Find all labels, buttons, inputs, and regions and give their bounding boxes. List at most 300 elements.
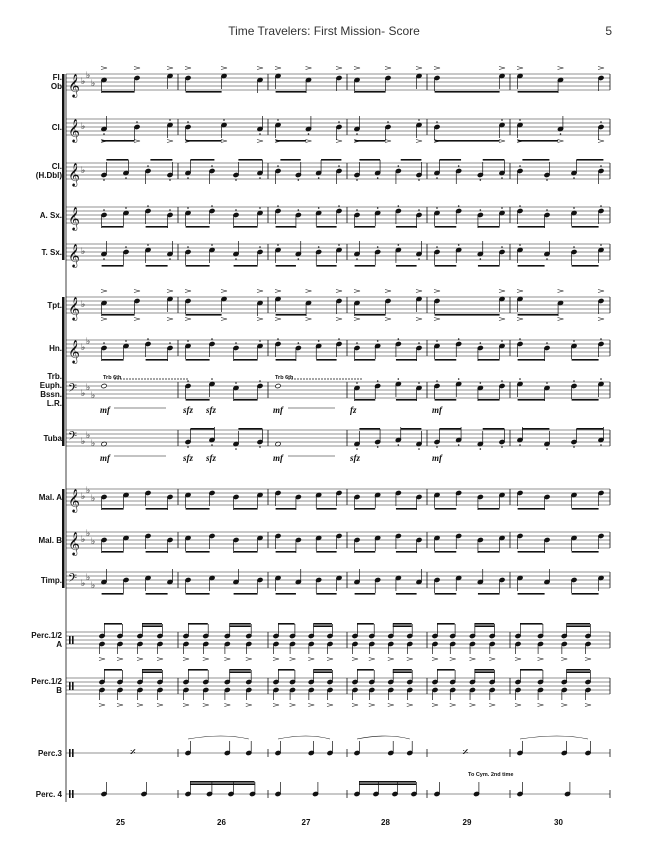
accent-mark [416,318,422,321]
instrument-label: Mal. B [38,535,62,545]
instrument-label: Trb. Euph. Bssn. L.R. [39,372,62,408]
staccato-dot [480,448,482,450]
accent-mark [275,290,281,293]
beam [276,359,296,361]
accent-mark [167,140,173,143]
instrument-label: Perc. 4 [35,789,62,799]
staccato-dot [418,119,420,121]
staccato-dot [318,246,320,248]
staccato-dot [398,165,400,167]
accent-mark [221,318,227,321]
beam [572,593,599,595]
treble-clef: 𝄞 [68,73,80,97]
staccato-dot [519,444,521,446]
beam [234,265,258,267]
accent-mark [416,67,422,70]
dynamic-mf-trb-1: mf [100,405,110,415]
instrument-label: Tpt. [47,300,62,310]
beam [435,140,500,142]
staccato-dot [356,209,358,211]
accent-mark [354,67,360,70]
beam [355,359,376,361]
staccato-dot [501,340,503,342]
staccato-dot [169,342,171,344]
staccato-dot [187,121,189,123]
accent-mark [257,290,263,293]
key-flat: ♭ [81,389,86,399]
staccato-dot [546,258,548,260]
staccato-dot [600,378,602,380]
staccato-dot [103,179,105,181]
accent-mark [101,67,107,70]
staccato-dot [211,205,213,207]
accent-mark [558,140,564,143]
key-flat: ♭ [81,247,86,257]
percussion-clef [69,636,71,644]
bracket-brass [62,297,65,446]
beam [276,140,307,142]
accent-mark [257,67,263,70]
staccato-dot [501,246,503,248]
beam [357,669,374,671]
staccato-dot [458,205,460,207]
beam [355,551,376,553]
measure-number: 25 [116,818,125,827]
beam [276,91,307,93]
beam [518,593,545,595]
beam [396,508,417,510]
trill-annotation-2: Trb 6th [275,375,294,381]
accent-mark [352,704,358,707]
accent-mark [598,318,604,321]
staccato-dot [235,342,237,344]
percussion-clef [69,682,71,690]
staccato-dot [235,179,237,181]
accent-mark [585,658,591,661]
beam [572,399,599,401]
staccato-dot [318,207,320,209]
accent-mark [308,704,314,707]
staccato-dot [187,446,189,448]
staccato-dot [235,209,237,211]
instrument-label: Mal. A [38,492,62,502]
accent-mark [515,658,521,661]
accent-mark [388,658,394,661]
beam [518,265,545,267]
beam [190,781,255,783]
staccato-dot [259,133,261,135]
beam [357,623,374,625]
accent-mark [561,658,567,661]
staccato-dot [147,165,149,167]
staccato-dot [418,342,420,344]
beam [238,159,262,161]
staccato-dot [398,378,400,380]
key-flat: ♭ [81,579,86,589]
beam [396,359,417,361]
beam [186,314,222,316]
staccato-dot [600,121,602,123]
beam [234,399,258,401]
staccato-dot [318,177,320,179]
beam [316,359,336,361]
beam [393,623,412,625]
beam [435,508,457,510]
accent-mark [306,67,312,70]
treble-clef: 𝄞 [68,206,80,230]
beam [278,623,295,625]
accent-mark [185,290,191,293]
beam [355,593,376,595]
beam [393,669,412,671]
beam [576,428,603,430]
beam [234,508,258,510]
beam [393,671,412,673]
beam [478,551,500,553]
staccato-dot [573,177,575,179]
accent-mark [221,67,227,70]
accent-mark [434,318,440,321]
accent-mark [224,658,230,661]
staccato-dot [458,378,460,380]
accent-mark [290,704,296,707]
key-flat: ♭ [81,437,86,447]
accent-mark [134,67,140,70]
staccato-dot [573,246,575,248]
beam [146,593,168,595]
staccato-dot [519,119,521,121]
staccato-dot [501,380,503,382]
accent-mark [290,658,296,661]
beam [316,593,336,595]
bracket-woodwinds [62,74,65,260]
staccato-dot [147,205,149,207]
staccato-dot [298,179,300,181]
dynamic-mf-trb-3: mf [432,405,442,415]
staccato-dot [480,209,482,211]
beam [359,781,416,783]
staccato-dot [169,179,171,181]
accent-mark [336,140,342,143]
beam [435,359,457,361]
beam [188,623,208,625]
key-flat: ♭ [91,79,96,89]
trill-annotation-1: Trb 6th [103,375,122,381]
accent-mark [558,67,564,70]
accent-mark [517,67,523,70]
beam [396,593,417,595]
staccato-dot [211,338,213,340]
staccato-dot [211,444,213,446]
accent-mark [185,318,191,321]
beam [355,265,376,267]
accent-mark [538,704,544,707]
accent-mark [306,290,312,293]
beam [435,265,457,267]
bass-clef: 𝄢 [68,430,78,446]
staccato-dot [211,378,213,380]
accent-mark [257,140,263,143]
beam [150,159,172,161]
staccato-dot [235,258,237,260]
accent-mark [388,704,394,707]
treble-clef: 𝄞 [68,243,80,267]
beam [572,508,599,510]
accent-mark [558,318,564,321]
staccato-dot [501,207,503,209]
instrument-label: A. Sx. [39,210,62,220]
accent-mark [101,318,107,321]
accent-mark [354,318,360,321]
accent-mark [224,704,230,707]
beam [316,226,336,228]
staccato-dot [211,165,213,167]
staccato-dot [147,338,149,340]
accent-mark [327,658,333,661]
percussion-clef [72,682,74,690]
key-flat: ♭ [86,486,91,496]
beam [572,551,599,553]
accent-mark [499,290,505,293]
beam [474,625,494,627]
staccato-dot [501,177,503,179]
staccato-dot [546,382,548,384]
beam [478,593,500,595]
staccato-dot [377,380,379,382]
beam [393,625,412,627]
dynamic-fz-trb: fz [350,405,357,415]
instrument-label: Cl. (H.Dbl) [35,162,62,180]
staccato-dot [125,246,127,248]
staccato-dot [573,446,575,448]
staccato-dot [458,444,460,446]
accent-mark [352,658,358,661]
accent-mark [167,318,173,321]
beam [278,669,295,671]
accent-mark [221,140,227,143]
cymbal-note: To Cym. 2nd time [468,772,514,778]
staccato-dot [277,338,279,340]
accent-mark [499,67,505,70]
beam [102,265,124,267]
staccato-dot [338,121,340,123]
accent-mark [416,140,422,143]
staccato-dot [277,165,279,167]
tie [520,736,588,739]
staccato-dot [338,244,340,246]
beam [474,623,494,625]
staccato-dot [546,342,548,344]
bass-clef: 𝄢 [68,382,78,398]
beam [146,551,168,553]
key-flat: ♭ [81,343,86,353]
beam [522,159,549,161]
beam [478,399,500,401]
staccato-dot [377,446,379,448]
tie [357,736,410,739]
beam [359,159,380,161]
accent-mark [101,290,107,293]
staccato-dot [103,342,105,344]
beam [229,623,251,625]
dynamic-mf-tuba-2: mf [273,453,283,463]
measure-number: 26 [217,818,226,827]
staccato-dot [235,382,237,384]
beam [102,508,124,510]
instrument-label: Fl. Ob [50,73,62,91]
percussion-clef [69,790,71,798]
staccato-dot [259,177,261,179]
staccato-dot [187,177,189,179]
beam [146,265,168,267]
instrument-label: Tuba [43,433,62,443]
dynamic-sfz-tuba-3: sfz [350,453,361,463]
key-flat: ♭ [81,300,86,310]
beam [276,314,307,316]
beam [518,140,559,142]
treble-clef: 𝄞 [68,488,80,512]
accent-mark [246,704,252,707]
beam [474,671,494,673]
accent-mark [385,318,391,321]
beam [276,508,296,510]
key-flat: ♭ [86,383,91,393]
treble-clef: 𝄞 [68,531,80,555]
staccato-dot [398,444,400,446]
accent-mark [432,704,438,707]
key-flat: ♭ [86,573,91,583]
accent-mark [327,704,333,707]
staccato-dot [147,244,149,246]
beam [142,625,162,627]
staccato-dot [600,338,602,340]
accent-mark [517,290,523,293]
beam [142,623,162,625]
instrument-label: Timp. [40,575,62,585]
staccato-dot [398,338,400,340]
accent-mark [275,318,281,321]
beam [238,428,262,430]
beam [355,140,386,142]
tie [188,736,249,739]
accent-mark [369,658,375,661]
accent-mark [306,140,312,143]
instrument-label: Perc.1/2 B [31,677,62,695]
accent-mark [306,318,312,321]
staccato-dot [259,207,261,209]
beam [276,593,296,595]
key-flat: ♭ [81,166,86,176]
beam [276,265,296,267]
key-flat: ♭ [81,122,86,132]
beam [234,359,258,361]
staccato-dot [377,340,379,342]
staccato-dot [103,209,105,211]
beam [483,159,505,161]
beam [435,593,457,595]
accent-mark [450,658,456,661]
accent-mark [257,318,263,321]
beam [518,399,545,401]
beam [313,671,332,673]
staccato-dot [277,205,279,207]
accent-mark [167,290,173,293]
beam [190,428,214,430]
staccato-dot [436,246,438,248]
key-flat: ♭ [91,537,96,547]
accent-mark [137,704,143,707]
accent-mark [450,704,456,707]
staccato-dot [169,209,171,211]
staccato-dot [377,246,379,248]
beam [483,428,505,430]
beam [229,625,251,627]
beam [518,226,545,228]
beam [518,359,545,361]
beam [355,399,376,401]
beam [401,428,422,430]
beam [186,551,210,553]
staccato-dot [600,205,602,207]
accent-mark [203,658,209,661]
beam [572,226,599,228]
beam [401,159,422,161]
accent-mark [432,658,438,661]
staccato-dot [103,258,105,260]
accent-mark [221,290,227,293]
staccato-dot [418,209,420,211]
percussion-clef [72,636,74,644]
staccato-dot [187,340,189,342]
staccato-dot [169,258,171,260]
beam [478,226,500,228]
staccato-dot [600,165,602,167]
accent-mark [385,290,391,293]
staccato-dot [318,340,320,342]
beam [518,551,545,553]
accent-mark [407,658,413,661]
note-head [101,383,107,388]
accent-mark [489,658,495,661]
dynamic-sfz-trb-1: sfz [183,405,194,415]
beam [186,140,222,142]
instrument-label: Perc.3 [37,748,62,758]
percussion-clef [72,749,74,757]
accent-mark [434,67,440,70]
accent-mark [117,704,123,707]
beam [186,508,210,510]
staccato-dot [436,380,438,382]
staccato-dot [338,165,340,167]
staccato-dot [235,448,237,450]
instrument-label: T. Sx. [41,247,62,257]
score-title: Time Travelers: First Mission- Score [228,24,420,38]
accent-mark [183,704,189,707]
accent-mark [598,140,604,143]
key-flat: ♭ [86,431,91,441]
beam [146,359,168,361]
dynamic-sfz-tuba-2: sfz [206,453,217,463]
beam [186,91,222,93]
staccato-dot [356,448,358,450]
staccato-dot [600,444,602,446]
accent-mark [273,704,279,707]
staccato-dot [418,448,420,450]
beam [478,359,500,361]
staccato-dot [436,340,438,342]
treble-clef: 𝄞 [68,339,80,363]
beam [435,91,500,93]
